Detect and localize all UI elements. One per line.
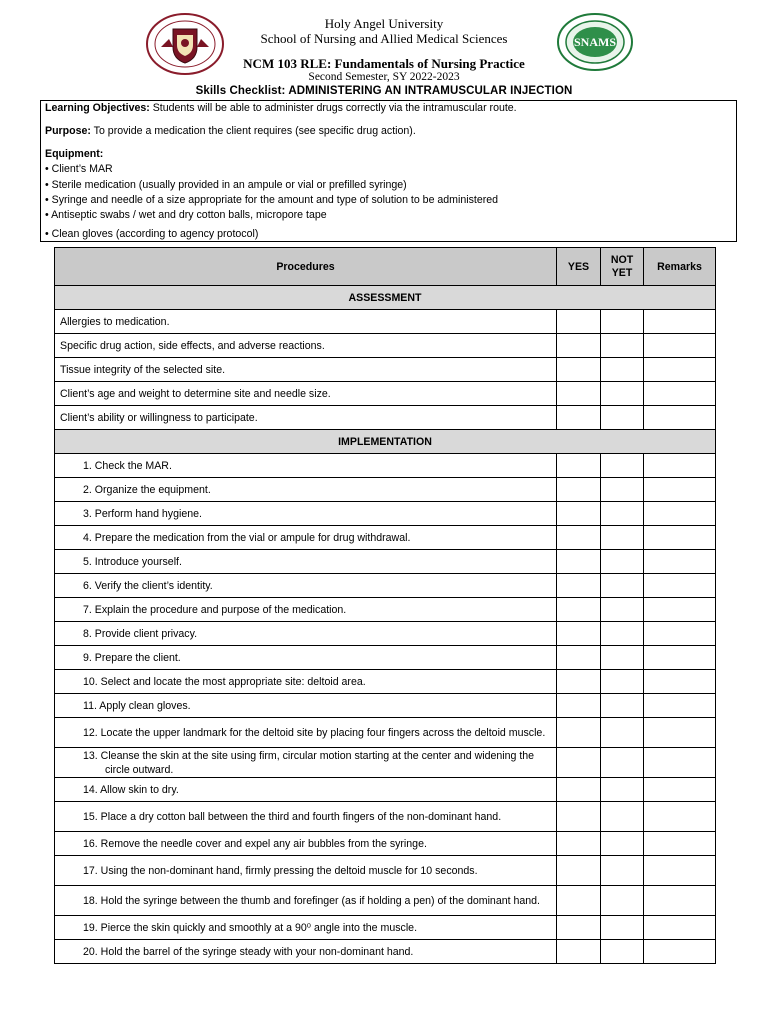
skills-checklist-table xyxy=(54,247,716,964)
procedure-cell xyxy=(55,856,557,886)
equipment-item: • Clean gloves (according to agency protocol) xyxy=(45,228,259,240)
yes-cell[interactable] xyxy=(557,526,601,550)
equipment-label xyxy=(45,147,103,162)
procedure-text: 3. Perform hand hygiene. xyxy=(83,507,202,520)
remarks-cell[interactable] xyxy=(644,916,716,940)
not-yet-cell[interactable] xyxy=(601,358,644,382)
procedure-cell xyxy=(55,358,557,382)
yes-cell[interactable] xyxy=(557,802,601,832)
remarks-cell[interactable] xyxy=(644,526,716,550)
table-row xyxy=(55,718,716,748)
yes-cell[interactable] xyxy=(557,856,601,886)
svg-text:SNAMS: SNAMS xyxy=(573,35,617,49)
yes-cell[interactable] xyxy=(557,916,601,940)
not-yet-cell[interactable] xyxy=(601,748,644,778)
remarks-cell[interactable] xyxy=(644,832,716,856)
equipment-item: • Syringe and needle of a size appropriate for the amount and type of solution to be administered xyxy=(45,194,499,206)
remarks-cell[interactable] xyxy=(644,748,716,778)
procedure-text: 18. Hold the syringe between the thumb and forefinger (as if holding a pen) of the dominant hand. xyxy=(83,894,541,907)
not-yet-cell[interactable] xyxy=(601,454,644,478)
yes-cell[interactable] xyxy=(557,502,601,526)
col-header-not-yet: NOT YET xyxy=(601,248,644,286)
procedure-text: 19. Pierce the skin quickly and smoothly at a 90⁰ angle into the muscle. xyxy=(83,921,418,934)
procedure-cell xyxy=(55,478,557,502)
remarks-cell[interactable] xyxy=(644,646,716,670)
learning-objectives xyxy=(45,101,517,116)
not-yet-cell[interactable] xyxy=(601,574,644,598)
yes-cell[interactable] xyxy=(557,382,601,406)
procedure-text: 10. Select and locate the most appropriate site: deltoid area. xyxy=(83,675,366,688)
procedure-text: 7. Explain the procedure and purpose of the medication. xyxy=(83,603,347,616)
yes-cell[interactable] xyxy=(557,406,601,430)
objectives-box xyxy=(40,100,737,242)
procedure-text: 8. Provide client privacy. xyxy=(83,627,198,640)
table-row xyxy=(55,622,716,646)
procedure-cell xyxy=(55,550,557,574)
procedure-cell xyxy=(55,574,557,598)
table-row xyxy=(55,310,716,334)
purpose-text: To provide a medication the client requires (see specific drug action). xyxy=(90,125,416,137)
procedure-cell xyxy=(55,646,557,670)
yes-cell[interactable] xyxy=(557,478,601,502)
equipment-item: • Sterile medication (usually provided in an ampule or vial or prefilled syringe) xyxy=(45,179,407,191)
remarks-cell[interactable] xyxy=(644,334,716,358)
remarks-cell[interactable] xyxy=(644,694,716,718)
procedure-text: 11. Apply clean gloves. xyxy=(83,699,191,712)
checklist-title: Skills Checklist: ADMINISTERING AN INTRAMUSCULAR INJECTION xyxy=(195,85,573,97)
not-yet-cell[interactable] xyxy=(601,406,644,430)
procedure-cell xyxy=(55,694,557,718)
remarks-cell[interactable] xyxy=(644,502,716,526)
table-row xyxy=(55,454,716,478)
yes-cell[interactable] xyxy=(557,334,601,358)
table-row xyxy=(55,358,716,382)
procedure-text: 9. Prepare the client. xyxy=(83,651,181,664)
remarks-cell[interactable] xyxy=(644,598,716,622)
table-row xyxy=(55,526,716,550)
procedure-cell xyxy=(55,598,557,622)
learning-objectives-text: Students will be able to administer drugs correctly via the intramuscular route. xyxy=(149,102,517,114)
university-name: Holy Angel University xyxy=(324,16,444,31)
remarks-cell[interactable] xyxy=(644,778,716,802)
yes-cell[interactable] xyxy=(557,574,601,598)
yes-cell[interactable] xyxy=(557,694,601,718)
equipment-item: • Client’s MAR xyxy=(45,163,113,175)
not-yet-cell[interactable] xyxy=(601,502,644,526)
yes-cell[interactable] xyxy=(557,550,601,574)
remarks-cell[interactable] xyxy=(644,382,716,406)
remarks-cell[interactable] xyxy=(644,478,716,502)
table-row xyxy=(55,646,716,670)
not-yet-cell[interactable] xyxy=(601,718,644,748)
yes-cell[interactable] xyxy=(557,670,601,694)
section-assessment-label: ASSESSMENT xyxy=(55,286,716,310)
table-body xyxy=(55,286,716,964)
section-implementation xyxy=(55,430,716,454)
remarks-cell[interactable] xyxy=(644,856,716,886)
remarks-cell[interactable] xyxy=(644,550,716,574)
remarks-cell[interactable] xyxy=(644,718,716,748)
procedure-cell xyxy=(55,622,557,646)
remarks-cell[interactable] xyxy=(644,310,716,334)
purpose-label: Purpose: xyxy=(45,125,91,137)
not-yet-cell[interactable] xyxy=(601,916,644,940)
table-row xyxy=(55,478,716,502)
not-yet-cell[interactable] xyxy=(601,886,644,916)
procedure-text: Client’s age and weight to determine site and needle size. xyxy=(60,387,331,400)
procedure-cell xyxy=(55,502,557,526)
yes-cell[interactable] xyxy=(557,886,601,916)
procedure-text: 15. Place a dry cotton ball between the third and fourth fingers of the non-dominant hand. xyxy=(83,810,502,823)
yes-cell[interactable] xyxy=(557,832,601,856)
procedure-text: 12. Locate the upper landmark for the deltoid site by placing four fingers across the deltoid muscle. xyxy=(83,726,546,739)
procedure-text: 2. Organize the equipment. xyxy=(83,483,211,496)
table-row xyxy=(55,334,716,358)
course-title: NCM 103 RLE: Fundamentals of Nursing Practice xyxy=(243,56,525,71)
col-header-remarks: Remarks xyxy=(644,248,716,286)
not-yet-cell[interactable] xyxy=(601,550,644,574)
yes-cell[interactable] xyxy=(557,646,601,670)
procedure-cell xyxy=(55,382,557,406)
procedure-text: 4. Prepare the medication from the vial or ampule for drug withdrawal. xyxy=(83,531,411,544)
procedure-text: 13. Cleanse the skin at the site using firm, circular motion starting at the center and widening the circle outward. xyxy=(83,749,535,776)
section-assessment xyxy=(55,286,716,310)
procedure-cell xyxy=(55,886,557,916)
not-yet-cell[interactable] xyxy=(601,646,644,670)
not-yet-cell[interactable] xyxy=(601,940,644,964)
not-yet-cell[interactable] xyxy=(601,694,644,718)
procedure-text: 6. Verify the client’s identity. xyxy=(83,579,213,592)
yes-cell[interactable] xyxy=(557,310,601,334)
yes-cell[interactable] xyxy=(557,358,601,382)
yes-cell[interactable] xyxy=(557,454,601,478)
remarks-cell[interactable] xyxy=(644,886,716,916)
not-yet-cell[interactable] xyxy=(601,856,644,886)
procedure-text: 1. Check the MAR. xyxy=(83,459,172,472)
procedure-text: Allergies to medication. xyxy=(60,315,170,328)
table-row xyxy=(55,574,716,598)
remarks-cell[interactable] xyxy=(644,670,716,694)
table-row xyxy=(55,550,716,574)
procedure-cell xyxy=(55,748,557,778)
table-row xyxy=(55,778,716,802)
procedure-text: 5. Introduce yourself. xyxy=(83,555,182,568)
not-yet-cell[interactable] xyxy=(601,802,644,832)
procedure-text: Tissue integrity of the selected site. xyxy=(60,363,226,376)
equipment-heading: Equipment: xyxy=(45,148,104,160)
table-row xyxy=(55,940,716,964)
procedure-text: Specific drug action, side effects, and adverse reactions. xyxy=(60,339,325,352)
yes-cell[interactable] xyxy=(557,778,601,802)
table-row xyxy=(55,694,716,718)
remarks-cell[interactable] xyxy=(644,802,716,832)
not-yet-cell[interactable] xyxy=(601,598,644,622)
procedure-text: 16. Remove the needle cover and expel any air bubbles from the syringe. xyxy=(83,837,427,850)
not-yet-cell[interactable] xyxy=(601,622,644,646)
procedure-cell xyxy=(55,670,557,694)
yes-cell[interactable] xyxy=(557,622,601,646)
purpose xyxy=(45,124,416,139)
procedure-cell xyxy=(55,802,557,832)
table-row xyxy=(55,916,716,940)
procedure-cell xyxy=(55,334,557,358)
yes-cell[interactable] xyxy=(557,940,601,964)
yes-cell[interactable] xyxy=(557,598,601,622)
table-row xyxy=(55,886,716,916)
table-row xyxy=(55,802,716,832)
procedure-text: 17. Using the non-dominant hand, firmly pressing the deltoid muscle for 10 seconds. xyxy=(83,864,478,877)
procedure-cell xyxy=(55,916,557,940)
col-header-procedures: Procedures xyxy=(55,248,557,286)
not-yet-cell[interactable] xyxy=(601,382,644,406)
remarks-cell[interactable] xyxy=(644,406,716,430)
semester: Second Semester, SY 2022-2023 xyxy=(308,71,460,83)
not-yet-cell[interactable] xyxy=(601,334,644,358)
remarks-cell[interactable] xyxy=(644,622,716,646)
table-header-row xyxy=(55,248,716,286)
not-yet-cell[interactable] xyxy=(601,832,644,856)
procedure-cell xyxy=(55,454,557,478)
col-header-yes: YES xyxy=(557,248,601,286)
not-yet-cell[interactable] xyxy=(601,778,644,802)
yes-cell[interactable] xyxy=(557,718,601,748)
remarks-cell[interactable] xyxy=(644,454,716,478)
table-row xyxy=(55,382,716,406)
procedure-cell xyxy=(55,778,557,802)
procedure-cell xyxy=(55,940,557,964)
procedure-text: 20. Hold the barrel of the syringe steady with your non-dominant hand. xyxy=(83,945,414,958)
remarks-cell[interactable] xyxy=(644,358,716,382)
remarks-cell[interactable] xyxy=(644,940,716,964)
procedure-cell xyxy=(55,832,557,856)
procedure-cell xyxy=(55,526,557,550)
learning-objectives-label: Learning Objectives: xyxy=(45,102,150,114)
procedure-text: 14. Allow skin to dry. xyxy=(83,783,179,796)
school-name: School of Nursing and Allied Medical Sciences xyxy=(260,31,508,46)
procedure-text: Client’s ability or willingness to participate. xyxy=(60,411,258,424)
procedure-cell xyxy=(55,310,557,334)
table-row xyxy=(55,748,716,778)
document-header xyxy=(0,0,768,98)
remarks-cell[interactable] xyxy=(644,574,716,598)
section-implementation-label: IMPLEMENTATION xyxy=(55,430,716,454)
not-yet-cell[interactable] xyxy=(601,478,644,502)
not-yet-cell[interactable] xyxy=(601,670,644,694)
not-yet-cell[interactable] xyxy=(601,310,644,334)
procedure-cell xyxy=(55,718,557,748)
procedure-cell xyxy=(55,406,557,430)
table-row xyxy=(55,598,716,622)
not-yet-cell[interactable] xyxy=(601,526,644,550)
table-row xyxy=(55,502,716,526)
table-row xyxy=(55,670,716,694)
yes-cell[interactable] xyxy=(557,748,601,778)
table-row xyxy=(55,406,716,430)
table-row xyxy=(55,856,716,886)
table-row xyxy=(55,832,716,856)
equipment-item: • Antiseptic swabs / wet and dry cotton balls, micropore tape xyxy=(45,209,327,221)
